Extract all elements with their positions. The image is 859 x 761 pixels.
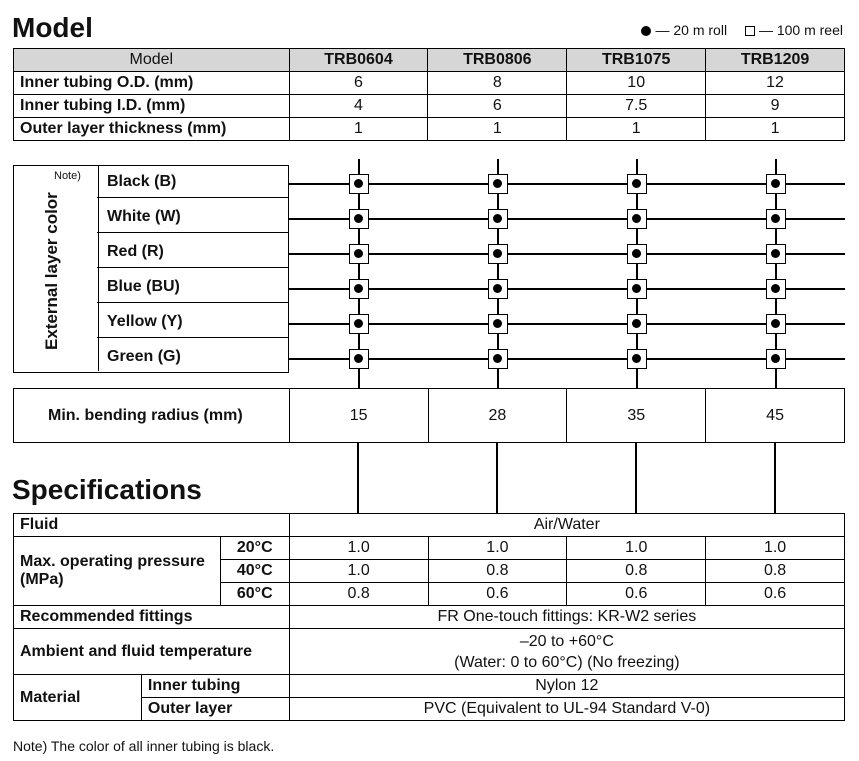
- model-header: TRB0604: [289, 49, 428, 72]
- cell: 45: [706, 389, 845, 443]
- cell: 0.6: [428, 583, 567, 606]
- model-table: [13, 48, 845, 141]
- connector-line: [496, 443, 498, 513]
- grid-line: [289, 358, 845, 360]
- cell: 0.8: [706, 560, 845, 583]
- cell: 1: [428, 118, 567, 141]
- bending-label: Min. bending radius (mm): [14, 389, 290, 443]
- color-row: Black (B): [97, 165, 288, 198]
- connector-line: [357, 443, 359, 513]
- grid-line: [289, 288, 845, 290]
- cell: 1.0: [567, 537, 706, 560]
- roll-available-icon: [488, 209, 508, 229]
- cell: 1: [706, 118, 845, 141]
- material-label: Material: [14, 675, 142, 721]
- roll-available-icon: [627, 209, 647, 229]
- roll-available-icon: [349, 244, 369, 264]
- cell: 1: [289, 118, 428, 141]
- color-row: Blue (BU): [97, 270, 288, 303]
- roll-available-icon: [766, 349, 786, 369]
- row-label: Outer layer thickness (mm): [14, 118, 290, 141]
- table-row: [14, 675, 845, 698]
- table-row: [14, 537, 845, 560]
- grid-line: [289, 218, 845, 220]
- roll-available-icon: [349, 314, 369, 334]
- outer-layer-value: PVC (Equivalent to UL-94 Standard V-0): [289, 698, 844, 721]
- row-label: Inner tubing I.D. (mm): [14, 95, 290, 118]
- table-row: [14, 72, 845, 95]
- cell: 0.6: [706, 583, 845, 606]
- inner-tubing-label: Inner tubing: [141, 675, 289, 698]
- fluid-label: Fluid: [14, 514, 290, 537]
- cell: 0.8: [428, 560, 567, 583]
- temp-label: 60°C: [220, 583, 289, 606]
- spec-title: Specifications: [12, 474, 202, 505]
- roll-available-icon: [488, 349, 508, 369]
- connector-line: [774, 443, 776, 513]
- roll-available-icon: [627, 279, 647, 299]
- temperature-line-2: (Water: 0 to 60°C) (No freezing): [454, 653, 680, 671]
- cell: 0.6: [567, 583, 706, 606]
- color-group-label: External layer color: [42, 192, 61, 351]
- roll-available-icon: [766, 279, 786, 299]
- cell: 4: [289, 95, 428, 118]
- roll-available-icon: [766, 174, 786, 194]
- color-row: Green (G): [107, 348, 181, 365]
- cell: 12: [706, 72, 845, 95]
- roll-available-icon: [766, 314, 786, 334]
- model-header: TRB1209: [706, 49, 845, 72]
- cell: 7.5: [567, 95, 706, 118]
- cell: 6: [289, 72, 428, 95]
- model-header: TRB0806: [428, 49, 567, 72]
- grid-line: [289, 253, 845, 255]
- cell: 0.8: [289, 583, 428, 606]
- temperature-line-1: –20 to +60°C: [519, 632, 614, 650]
- roll-available-icon: [349, 174, 369, 194]
- roll-available-icon: [766, 209, 786, 229]
- table-row: [14, 514, 845, 537]
- cell: 1.0: [706, 537, 845, 560]
- table-row: [14, 629, 845, 675]
- fluid-value: Air/Water: [289, 514, 844, 537]
- model-header: TRB1075: [567, 49, 706, 72]
- outer-layer-label: Outer layer: [141, 698, 289, 721]
- roll-available-icon: [627, 314, 647, 334]
- color-row: Yellow (Y): [97, 305, 288, 338]
- table-row: [14, 95, 845, 118]
- cell: 1.0: [289, 537, 428, 560]
- table-row: [14, 606, 845, 629]
- cell: 6: [428, 95, 567, 118]
- bending-table: [13, 388, 845, 443]
- filled-circle-icon: [641, 26, 651, 36]
- table-row: [14, 118, 845, 141]
- temp-label: 20°C: [220, 537, 289, 560]
- roll-available-icon: [488, 314, 508, 334]
- temperature-label: Ambient and fluid temperature: [14, 629, 290, 675]
- roll-available-icon: [627, 349, 647, 369]
- fittings-label: Recommended fittings: [14, 606, 290, 629]
- empty-square-icon: [745, 26, 755, 36]
- roll-available-icon: [349, 349, 369, 369]
- cell: 0.8: [567, 560, 706, 583]
- cell: 1: [567, 118, 706, 141]
- cell: 28: [428, 389, 567, 443]
- roll-available-icon: [349, 279, 369, 299]
- temperature-value: [289, 629, 844, 675]
- grid-line: [289, 183, 845, 185]
- legend-reel: — 100 m reel: [758, 22, 843, 38]
- color-row: Red (R): [97, 235, 288, 268]
- cell: 35: [567, 389, 706, 443]
- row-label: Inner tubing O.D. (mm): [14, 72, 290, 95]
- cell: 9: [706, 95, 845, 118]
- spec-table: [13, 513, 845, 721]
- roll-available-icon: [488, 244, 508, 264]
- model-title: Model: [12, 12, 93, 43]
- fittings-value: FR One-touch fittings: KR-W2 series: [289, 606, 844, 629]
- inner-tubing-value: Nylon 12: [289, 675, 844, 698]
- roll-available-icon: [349, 209, 369, 229]
- note-marker: Note): [54, 170, 81, 182]
- grid-line: [289, 323, 845, 325]
- legend: [641, 22, 843, 38]
- cell: 15: [289, 389, 428, 443]
- color-group-label-cell: [14, 166, 99, 371]
- cell: 1.0: [428, 537, 567, 560]
- cell: 1.0: [289, 560, 428, 583]
- pressure-label: Max. operating pressure (MPa): [14, 537, 221, 606]
- roll-available-icon: [488, 279, 508, 299]
- roll-available-icon: [627, 174, 647, 194]
- footnote: Note) The color of all inner tubing is black.: [13, 738, 275, 754]
- connector-line: [635, 443, 637, 513]
- roll-available-icon: [627, 244, 647, 264]
- cell: 8: [428, 72, 567, 95]
- color-row: White (W): [97, 200, 288, 233]
- cell: 10: [567, 72, 706, 95]
- roll-available-icon: [488, 174, 508, 194]
- model-header-label: Model: [14, 49, 290, 72]
- roll-available-icon: [766, 244, 786, 264]
- temp-label: 40°C: [220, 560, 289, 583]
- legend-roll: — 20 m roll: [655, 22, 728, 38]
